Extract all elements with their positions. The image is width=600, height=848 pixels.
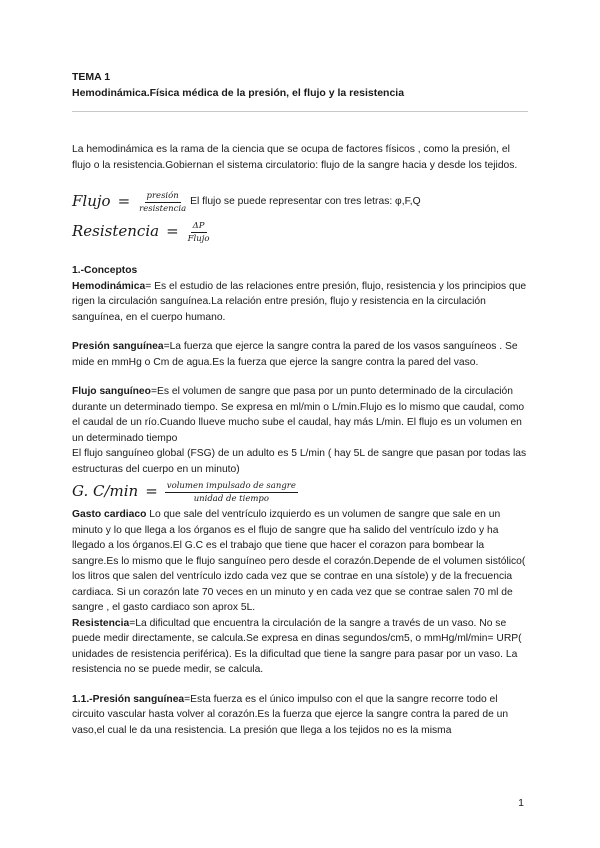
resistencia-definition — [72, 616, 528, 678]
flujo-note: El flujo se puede representar con tres letras: φ,F,Q — [190, 196, 421, 208]
flujo-text: =Es el volumen de sangre que pasa por un punto determinado de la circulación durante un determinado tiempo. Se expresa en ml/min o L/min.Flujo es lo mismo que caudal, como el caudal de un río.Cuando llueve mucho sube el caudal, hay más L/min. El flujo es un volumen en un determinado tiempo — [72, 386, 525, 444]
title-divider — [72, 111, 528, 112]
gasto-cardiaco-formula — [72, 477, 528, 507]
gc-denominator: unidad de tiempo — [193, 493, 269, 504]
flujo-equals: = — [117, 192, 131, 211]
presion-sanguinea-section — [72, 692, 528, 739]
resistencia-formula — [72, 217, 528, 247]
resistencia-fraction — [186, 221, 212, 244]
resistencia-lhs: Resistencia — [72, 222, 160, 241]
document-title: Hemodinámica.Física médica de la presión, el flujo y la resistencia — [72, 86, 405, 99]
flujo-denominator: resistencia — [139, 203, 187, 214]
flujo-global-text: El flujo sanguíneo global (FSG) de un adulto es 5 L/min ( hay 5L de sangre que pasan por todas las estructuras del cuerpo en un minuto) — [72, 448, 527, 475]
resistencia-denominator: Flujo — [187, 233, 210, 244]
resistencia-equals: = — [166, 222, 179, 241]
gasto-term: Gasto cardiaco — [72, 509, 147, 520]
hemodinamica-definition — [72, 279, 528, 326]
flujo-term: Flujo sanguíneo — [72, 386, 151, 397]
gc-fraction — [165, 481, 298, 504]
gc-equals: = — [145, 482, 158, 501]
hemodinamica-text: = Es el estudio de las relaciones entre presión, flujo, resistencia y los principios que rigen la circulación sanguínea.La relación entre presión, flujo y resistencia en la circulación sanguínea, en el cuerpo humano. — [72, 280, 527, 323]
resistencia-numerator: ΔP — [192, 220, 205, 231]
presion-text: =La fuerza que ejerce la sangre contra la pared de los vasos sanguíneos . Se mide en mmHg o Cm de agua.Es la fuerza que ejerce la sangre contra la pared del vaso. — [72, 341, 518, 368]
page-content — [72, 70, 528, 738]
resistencia-text: =La dificultad que encuentra la circulación de la sangre a través de un vaso. No se puede medir directamente, se calcula.Se expresa en dinas segundos/cm5, o mmHg/ml/min= URP( unidades de resistencia periférica). Es la dificultad que tiene la sangre para pasar por un vaso. La resistencia no se puede medir, se calcula. — [72, 617, 522, 675]
flujo-numerator: presión — [146, 190, 179, 201]
flujo-formula — [72, 187, 528, 217]
gasto-cardiaco-definition — [72, 507, 528, 616]
section11-text: =Esta fuerza es el único impulso con el que la sangre recorre todo el circuito vascular hasta volver al corazón.Es la fuerza que ejerce la sangre contra la pared de un vaso,el cual le da una resistencia. La presión que llega a los tejidos no es la misma — [72, 693, 509, 736]
flujo-lhs: Flujo — [72, 192, 111, 211]
gasto-text: Lo que sale del ventrículo izquierdo es un volumen de sangre que sale en un minuto y lo que llega a los órganos es el flujo de sangre que ha salido del ventrículo izdo y ha llegado a los órganos.El G.C es el trabajo que tiene que hacer el corazon para bombear la sangre.Es lo mismo que le flujo sanguíneo pero desde el corazón.Depende de el volumen sistólico( los litros que salen del ventrículo izdo cada vez que se contrae en una sístole) y de la frecuencia cardiaca. Si un corazón late 70 veces en un minuto y en cada vez que se contrae salen 70 ml de sangre , el gasto cardiaco son aprox 5L. — [72, 509, 526, 613]
gc-lhs: G. C/min — [72, 482, 139, 501]
topic-label: TEMA 1 — [72, 71, 111, 83]
section-heading-conceptos: 1.-Conceptos — [72, 265, 138, 276]
intro-paragraph: La hemodinámica es la rama de la ciencia que se ocupa de factores físicos , como la presión, el flujo o la resistencia.Gobiernan el sistema circulatorio: flujo de la sangre hacia y desde los tejidos. — [72, 144, 518, 171]
gc-numerator: volumen impulsado de sangre — [166, 480, 296, 491]
presion-definition — [72, 339, 528, 370]
page-number: 1 — [518, 797, 524, 809]
hemodinamica-term: Hemodinámica — [72, 280, 146, 292]
section11-term: 1.1.-Presión sanguínea — [72, 693, 185, 705]
presion-term: Presión sanguínea — [72, 341, 164, 352]
resistencia-term: Resistencia — [72, 617, 130, 629]
flujo-fraction — [137, 191, 188, 214]
flujo-definition — [72, 384, 528, 446]
